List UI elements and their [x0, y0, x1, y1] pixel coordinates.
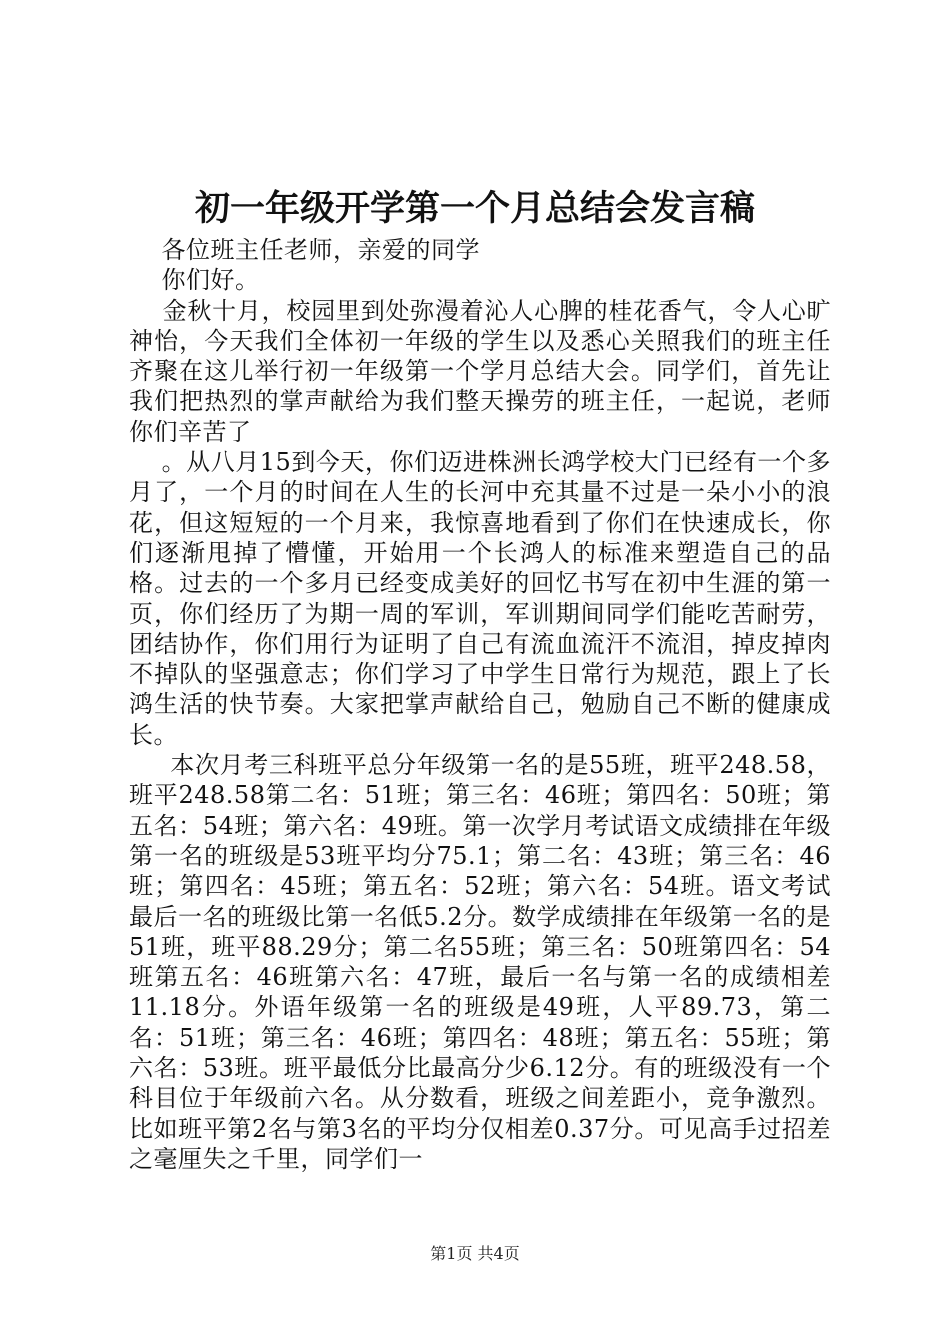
body-paragraph-2: 。从八月15到今天，你们迈进株洲长鸿学校大门已经有一个多月了，一个月的时间在人生的长河中充其量不过是一朵小小的浪花，但这短短的一个月来，我惊喜地看到了你们在快速成长，你们逐渐甩掉了懵懂，开始用一个长鸿人的标准来塑造自己的品格。过去的一个多月已经变成美好的回忆书写在初中生涯的第一页，你们经历了为期一周的军训，军训期间同学们能吃苦耐劳，团结协作，你们用行为证明了自己有流血流汗不流泪，掉皮掉肉不掉队的坚强意志；你们学习了中学生日常行为规范，跟上了长鸿生活的快节奏。大家把掌声献给自己，勉励自己不断的健康成长。 — [129, 448, 831, 749]
document-title: 初一年级开学第一个月总结会发言稿 — [194, 188, 755, 229]
greeting-paragraph: 你们好。 — [129, 266, 260, 295]
body-paragraph-3: 本次月考三科班平总分年级第一名的是55班，班平248.58，班平248.58第二名：51班；第三名：46班；第四名：50班；第五名：54班；第六名：49班。第一次学月考试语文成绩排在年级第一名的班级是53班平均分75.1；第二名：43班；第三名：46班；第四名：45班；第五名：52班；第六名：54班。语文考试最后一名的班级比第一名低5.2分。数学成绩排在年级第一名的是51班，班平88.29分；第二名55班；第三名：50班第四名：54班第五名：46班第六名：47班，最后一名与第一名的成绩相差11.18分。外语年级第一名的班级是49班，人平89.73，第二名：51班；第三名：46班；第四名：48班；第五名：55班；第六名：53班。班平最低分比最高分少6.12分。有的班级没有一个科目位于年级前六名。从分数看，班级之间差距小，竞争激烈。比如班平第2名与第3名的平均分仅相差0.37分。可见高手过招差之毫厘失之千里，同学们一 — [129, 751, 831, 1173]
salutation-paragraph: 各位班主任老师，亲爱的同学 — [129, 236, 481, 264]
body-paragraph-1: 金秋十月，校园里到处弥漫着沁人心脾的桂花香气，令人心旷神怡，今天我们全体初一年级的学生以及悉心关照我们的班主任齐聚在这儿举行初一年级第一个学月总结大会。同学们，首先让我们把热烈的掌声献给为我们整天操劳的班主任，一起说，老师你们辛苦了 — [129, 296, 832, 446]
page-footer: 第1页 共4页 — [430, 1244, 520, 1263]
document-body — [129, 235, 831, 1174]
